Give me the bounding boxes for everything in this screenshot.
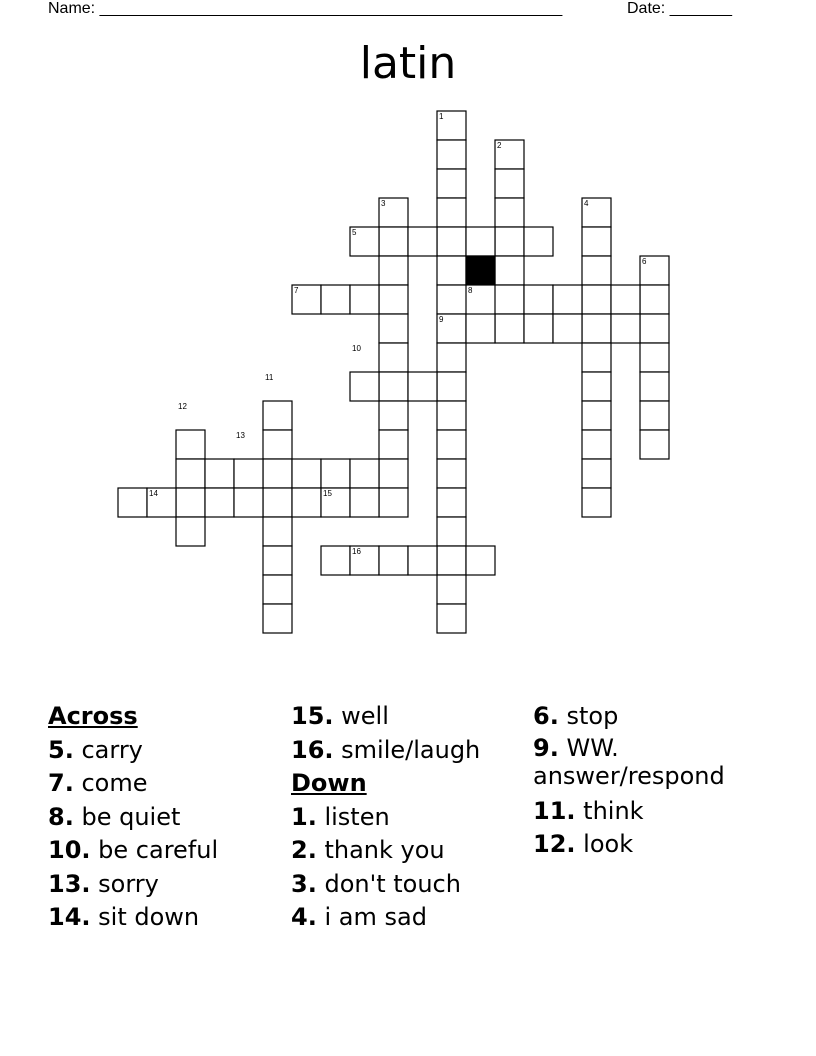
grid-cell[interactable]	[640, 314, 669, 343]
cell-number: 15	[323, 489, 332, 498]
clue-text: carry	[81, 735, 143, 764]
cell-number: 14	[149, 489, 158, 498]
grid-cell[interactable]	[379, 372, 408, 401]
grid-cell[interactable]	[466, 227, 495, 256]
grid-cell[interactable]	[495, 198, 524, 227]
down-clue-12	[533, 828, 773, 862]
grid-cell[interactable]	[118, 488, 147, 517]
grid-cell[interactable]	[611, 285, 640, 314]
grid-cell[interactable]	[263, 575, 292, 604]
grid-cell[interactable]	[640, 401, 669, 430]
clue-number: 16.	[291, 735, 334, 764]
cell-number: 5	[352, 228, 357, 237]
grid-cell[interactable]	[263, 459, 292, 488]
grid-cell[interactable]	[176, 459, 205, 488]
grid-cell[interactable]	[263, 401, 292, 430]
clue-number: 8.	[48, 802, 74, 831]
grid-cell[interactable]	[437, 575, 466, 604]
grid-cell[interactable]	[263, 604, 292, 633]
grid-cell[interactable]	[176, 430, 205, 459]
across-heading: Across	[48, 702, 138, 730]
grid-cell[interactable]	[495, 169, 524, 198]
clue-number: 13.	[48, 869, 91, 898]
grid-cell[interactable]	[292, 488, 321, 517]
down-clue-1	[291, 801, 526, 835]
grid-cell[interactable]	[234, 459, 263, 488]
name-line: Name: ____________________________________________________	[48, 0, 563, 17]
grid-cell[interactable]	[553, 314, 582, 343]
cell-number: 10	[352, 344, 361, 353]
clue-text: don't touch	[324, 869, 461, 898]
grid-cell[interactable]	[640, 430, 669, 459]
grid-cell[interactable]	[437, 546, 466, 575]
grid-cell[interactable]	[176, 517, 205, 546]
clue-column-2	[291, 700, 526, 935]
cell-number: 16	[352, 547, 361, 556]
clue-column-1	[48, 700, 278, 935]
grid-cell[interactable]	[582, 314, 611, 343]
grid-cell[interactable]	[437, 604, 466, 633]
grid-cell[interactable]	[582, 256, 611, 285]
down-clue-3	[291, 868, 526, 902]
grid-cell[interactable]	[582, 372, 611, 401]
clue-text: listen	[324, 802, 390, 831]
clue-number: 10.	[48, 836, 91, 864]
grid-cell[interactable]	[263, 546, 292, 575]
clue-number: 5.	[48, 735, 74, 764]
grid-cell[interactable]	[205, 459, 234, 488]
grid-cell[interactable]	[379, 227, 408, 256]
grid-cell[interactable]	[582, 343, 611, 372]
grid-cell[interactable]	[321, 546, 350, 575]
grid-cell[interactable]	[350, 459, 379, 488]
grid-cell[interactable]	[495, 256, 524, 285]
clue-number: 7.	[48, 769, 74, 797]
grid-cell[interactable]	[495, 314, 524, 343]
across-clue-8	[48, 801, 278, 835]
grid-cell[interactable]	[437, 343, 466, 372]
down-clue-4	[291, 901, 526, 935]
grid-cell[interactable]	[205, 488, 234, 517]
across-clue-5	[48, 734, 278, 768]
across-clue-15	[291, 700, 526, 734]
clue-text: think	[583, 796, 644, 825]
clue-text: look	[583, 830, 634, 858]
grid-cell[interactable]	[495, 285, 524, 314]
grid-cell[interactable]	[292, 459, 321, 488]
across-clue-16	[291, 734, 526, 768]
clue-text: sit down	[98, 903, 200, 931]
cell-number: 2	[497, 141, 502, 150]
grid-cell[interactable]	[379, 546, 408, 575]
clue-text: well	[341, 702, 389, 730]
clue-text: i am sad	[324, 903, 427, 931]
grid-cell[interactable]	[176, 488, 205, 517]
clue-number: 4.	[291, 903, 317, 931]
grid-cell[interactable]	[640, 372, 669, 401]
cell-number: 11	[265, 373, 274, 382]
grid-cell[interactable]	[350, 285, 379, 314]
clue-number: 14.	[48, 903, 91, 931]
down-clue-6	[533, 700, 773, 734]
across-clue-7	[48, 767, 278, 801]
grid-cell[interactable]	[582, 459, 611, 488]
grid-cell[interactable]	[379, 285, 408, 314]
grid-cell[interactable]	[437, 140, 466, 169]
grid-cell[interactable]	[640, 285, 669, 314]
grid-cell[interactable]	[582, 488, 611, 517]
across-clue-10	[48, 834, 278, 868]
down-heading: Down	[291, 769, 367, 797]
grid-cell[interactable]	[437, 488, 466, 517]
clue-text: stop	[566, 702, 619, 730]
grid-cell[interactable]	[379, 430, 408, 459]
clue-number: 2.	[291, 836, 317, 864]
down-clue-2	[291, 834, 526, 868]
grid-cell[interactable]	[408, 546, 437, 575]
grid-cell[interactable]	[379, 401, 408, 430]
grid-cell[interactable]	[466, 314, 495, 343]
grid-cell[interactable]	[437, 198, 466, 227]
grid-cell[interactable]	[582, 401, 611, 430]
grid-cell[interactable]	[640, 343, 669, 372]
cell-number: 9	[439, 315, 444, 324]
date-line: Date: _______	[627, 0, 732, 17]
grid-cell[interactable]	[524, 285, 553, 314]
cell-number: 8	[468, 286, 473, 295]
clue-text: come	[81, 769, 148, 797]
grid-cell[interactable]	[263, 430, 292, 459]
grid-cell[interactable]	[582, 227, 611, 256]
across-clue-14	[48, 901, 278, 935]
grid-cell[interactable]	[379, 459, 408, 488]
clue-text: be quiet	[81, 802, 181, 831]
grid-cell[interactable]	[582, 285, 611, 314]
black-cell	[466, 256, 495, 285]
cell-number: 1	[439, 112, 444, 121]
clue-text: smile/laugh	[341, 735, 481, 764]
grid-cell[interactable]	[321, 459, 350, 488]
grid-cell[interactable]	[321, 285, 350, 314]
grid-cell[interactable]	[379, 343, 408, 372]
clue-number: 11.	[533, 796, 576, 825]
grid-cell[interactable]	[582, 430, 611, 459]
clue-text: sorry	[98, 869, 159, 898]
grid-cell[interactable]	[234, 488, 263, 517]
clue-number: 6.	[533, 702, 559, 730]
down-clue-9	[533, 734, 773, 795]
grid-cell[interactable]	[437, 517, 466, 546]
cell-number: 13	[236, 431, 245, 440]
clue-column-3	[533, 700, 773, 862]
grid-cell[interactable]	[379, 314, 408, 343]
grid-cell[interactable]	[524, 227, 553, 256]
grid-cell[interactable]	[350, 372, 379, 401]
cell-number: 12	[178, 402, 187, 411]
clue-text: thank you	[324, 836, 445, 864]
cell-number: 6	[642, 257, 647, 266]
grid-cell[interactable]	[437, 459, 466, 488]
cell-number: 7	[294, 286, 299, 295]
clue-text: be careful	[98, 836, 219, 864]
grid-cell[interactable]	[437, 401, 466, 430]
clue-text: WW. answer/respond	[533, 733, 725, 790]
grid-cell[interactable]	[437, 372, 466, 401]
clue-number: 1.	[291, 802, 317, 831]
grid-cell[interactable]	[408, 227, 437, 256]
grid-cell[interactable]	[350, 488, 379, 517]
grid-cell[interactable]	[495, 227, 524, 256]
cell-number: 3	[381, 199, 386, 208]
grid-cell[interactable]	[379, 256, 408, 285]
down-clue-11	[533, 795, 773, 829]
across-clue-13	[48, 868, 278, 902]
grid-cell[interactable]	[437, 169, 466, 198]
grid-cell[interactable]	[437, 285, 466, 314]
clue-number: 12.	[533, 830, 576, 858]
grid-cell[interactable]	[524, 314, 553, 343]
clue-number: 9.	[533, 733, 559, 762]
clue-number: 15.	[291, 702, 334, 730]
cell-number: 4	[584, 199, 589, 208]
grid-cell[interactable]	[263, 517, 292, 546]
grid-cell[interactable]	[611, 314, 640, 343]
grid-cell[interactable]	[437, 256, 466, 285]
grid-cell[interactable]	[263, 488, 292, 517]
grid-cell[interactable]	[437, 227, 466, 256]
grid-cell[interactable]	[466, 546, 495, 575]
clue-number: 3.	[291, 869, 317, 898]
grid-cell[interactable]	[553, 285, 582, 314]
puzzle-title: latin	[359, 38, 457, 89]
grid-cell[interactable]	[437, 430, 466, 459]
grid-cell[interactable]	[408, 372, 437, 401]
grid-cell[interactable]	[379, 488, 408, 517]
